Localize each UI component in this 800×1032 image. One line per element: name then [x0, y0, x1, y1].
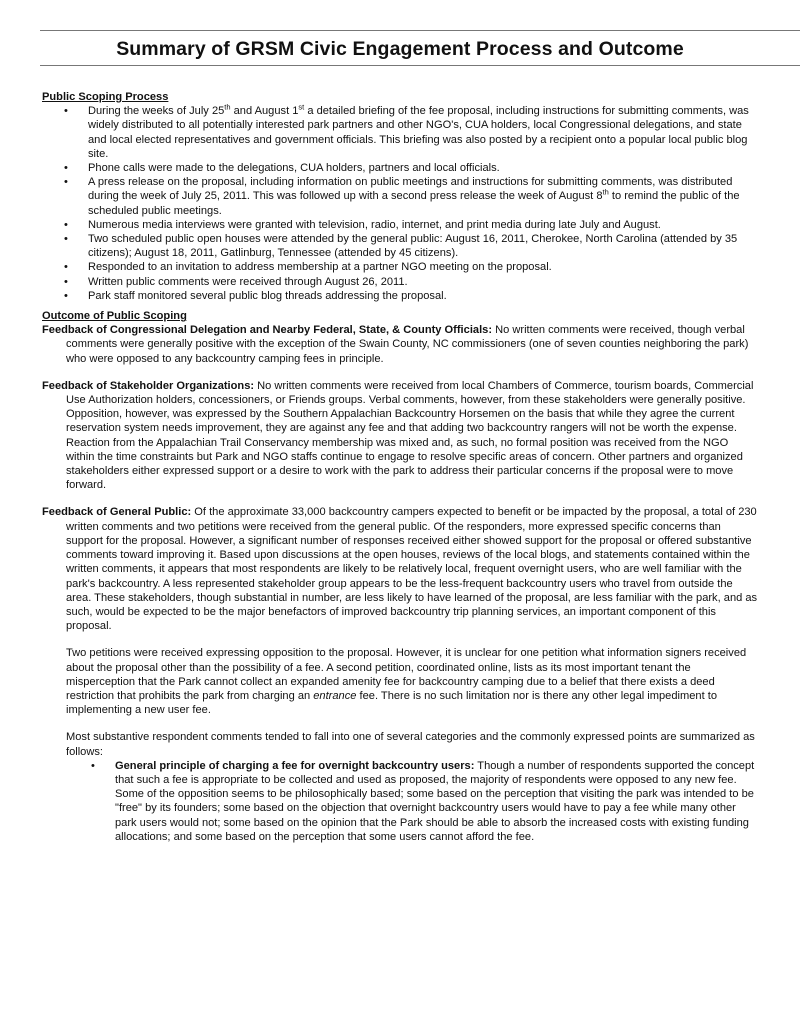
bullet-icon: • — [91, 759, 95, 772]
top-rule — [40, 30, 800, 31]
bullet-icon: • — [64, 261, 68, 274]
bullet-icon: • — [64, 162, 68, 175]
title-rule — [40, 65, 800, 66]
list-item: • General principle of charging a fee for overnight backcountry users: Though a number of respondents supported the concept that such a fee is appropriate to be collected and used as proposed, the majority of respondents were opposed to any new fee. Some of the opposition seems to be philosophically based; some based on the perception that visiting the park was intended to be "free" by its founders; some based on the objection that overnight backcountry users would have to pay a fee while many other park users would not; some based on the opinion that the Park should be able to absorb the increased costs with existing funding allocations; and some based on the perception that some users cannot afford the fee. — [91, 759, 755, 843]
bullet-icon: • — [64, 176, 68, 189]
list-item: • Two scheduled public open houses were attended by the general public: August 16, 2011, Cherokee, North Carolina (attended by 35 citizens); August 18, 2011, Gatlinburg, Tennessee (attended by 45 citizens). — [64, 233, 738, 260]
congress-feedback: Feedback of Congressional Delegation and Nearby Federal, State, & County Officials: No written comments were received, though verbal comments were generally positive with the exception of the Swain County, NC commissioners (one of seven counties neighboring the park) who were opposed to any backcountry camping fees in principle. — [42, 324, 749, 365]
document-body — [42, 90, 758, 844]
bullet-icon: • — [64, 233, 68, 246]
list-item: • Numerous media interviews were granted with television, radio, internet, and print media during late July and August. — [64, 218, 661, 231]
list-item: • Park staff monitored several public blog threads addressing the proposal. — [64, 289, 447, 302]
public-feedback: Feedback of General Public: Of the approximate 33,000 backcountry campers expected to benefit or be impacted by the proposal, a total of 230 written comments and two petitions were received from the general public. Of the responders, more expressed specific concerns than support for the proposal. However, a significant number of responses received either showed support for the proposal or offered substantive comments toward improving it. Based upon discussions at the open houses, reviews of the local blogs, and statements contained within the written comments, it appears that most respondents are likely to be relatively local, frequent overnight users, who are well familiar with the park's backcountry. A less represented stakeholder group appears to be the less-frequent backcountry users who travel from outside the area. These stakeholders, though substantial in number, are less likely to have learned of the proposal, are less familiar with the park, and as such, would be expected to be the major benefactors of improved backcountry trip planning services, an important component of this proposal. — [42, 506, 758, 633]
outcome-heading: Outcome of Public Scoping — [42, 310, 187, 323]
list-item: • Phone calls were made to the delegations, CUA holders, partners and local officials. — [64, 162, 500, 175]
list-item: • During the weeks of July 25th and August 1st a detailed briefing of the fee proposal, including instructions for submitting comments, was widely distributed to all potentially interested park partners and other NGO's, CUA holders, local Congressional delegations, and state and local elected representatives and government officials. This briefing was also posted by a recipient onto a popular local public blog site. — [64, 102, 749, 160]
bullet-icon: • — [64, 275, 68, 288]
bullet-icon: • — [64, 105, 68, 118]
categories-list — [42, 759, 758, 844]
stakeholder-feedback: Feedback of Stakeholder Organizations: No written comments were received from local Chambers of Commerce, tourism boards, Commercial Use Authorization holders, concessioners, or Friends groups. Verbal comments, however, from these stakeholders were generally positive. Opposition, however, was expressed by the Southern Appalachian Backcountry Horsemen on the basis that while they agree the current reservation system needs improvement, they are against any fee and that adding two backcountry rangers will not be worth the expense. Reaction from the Appalachian Trail Conservancy membership was mixed and, as such, no formal position was received from the NGO within the time constraints but Park and NGO staffs continue to engage to resolve specific areas of concern. Other partners and organized stakeholders either expressed support or a desire to work with the park to address their particular concerns if the proposal were to move forward. — [42, 379, 754, 492]
bullet-icon: • — [64, 289, 68, 302]
scoping-heading: Public Scoping Process — [42, 91, 169, 103]
page-title: Summary of GRSM Civic Engagement Process and Outcome — [116, 38, 684, 60]
list-item: • Responded to an invitation to address membership at a partner NGO meeting on the proposal. — [64, 261, 552, 274]
bullet-icon: • — [64, 218, 68, 231]
list-item: • A press release on the proposal, including information on public meetings and instructions for submitting comments, was distributed during the week of July 25, 2011. This was followed up with a second press release the week of August 8th to remind the public of the scheduled public meetings. — [64, 176, 740, 217]
list-item: • Written public comments were received through August 26, 2011. — [64, 275, 408, 288]
categories-intro: Most substantive respondent comments tended to fall into one of several categories and the commonly expressed points are summarized as follows: — [66, 731, 755, 758]
petitions-paragraph: Two petitions were received expressing opposition to the proposal. However, it is unclear for one petition what information signers received about the proposal other than the possibility of a fee. A second petition, coordinated online, lists as its most important tenant the misperception that the Park cannot collect an expanded amenity fee for backcountry camping due to a belief that there exists a deed restriction that prohibits the park from charging an entrance fee. There is no such limitation nor is there any other legal impediment to implementing a new user fee. — [66, 647, 747, 717]
scoping-list — [42, 104, 758, 303]
